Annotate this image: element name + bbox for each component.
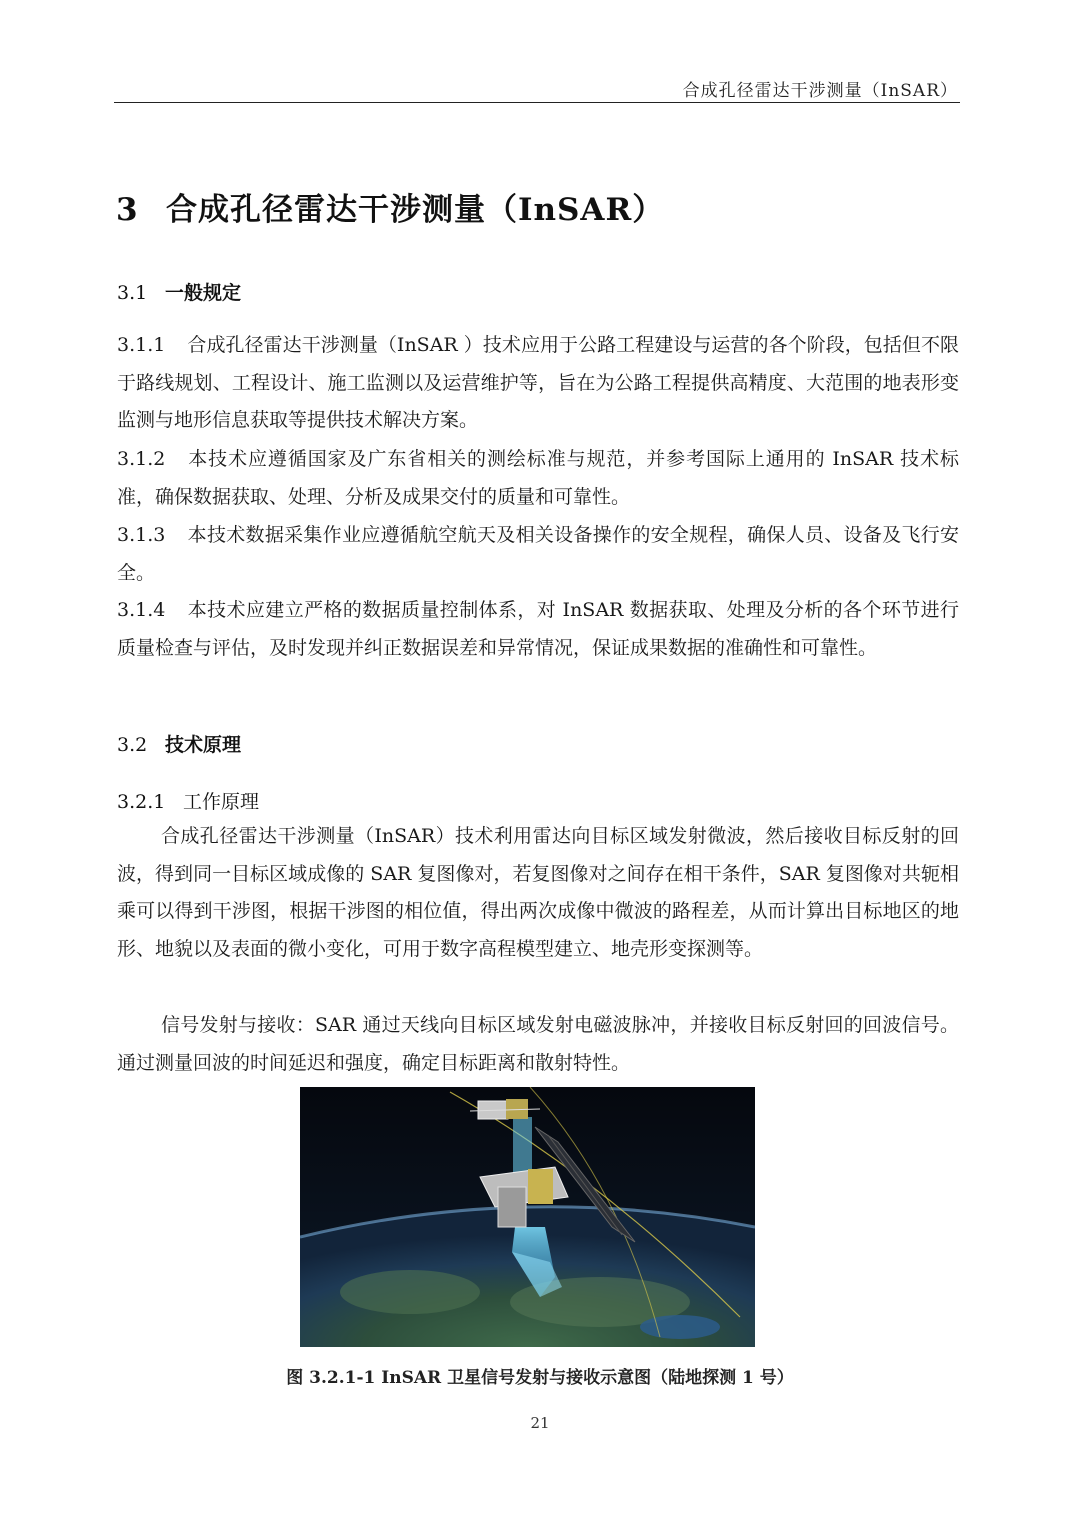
clause-text: 合成孔径雷达干涉测量（InSAR ）技术应用于公路工程建设与运营的各个阶段，包括但不限于路线规划、工程设计、施工监测以及运营维护等，旨在为公路工程提供高精度、大范围的地表形变监测与地形信息获取等提供技术解决方案。 (117, 334, 959, 431)
section-heading-3-2 (117, 730, 241, 757)
body-paragraph-2: 信号发射与接收：SAR 通过天线向目标区域发射电磁波脉冲，并接收目标反射回的回波信号。通过测量回波的时间延迟和强度，确定目标距离和散射特性。 (117, 1014, 959, 1074)
clause-number: 3.1.4 (117, 599, 166, 621)
clause-3-1-3 (117, 517, 959, 592)
figure-insar-satellite (300, 1087, 755, 1347)
running-header: 合成孔径雷达干涉测量（InSAR） (682, 81, 958, 101)
figure-caption: 图 3.2.1-1 InSAR 卫星信号发射与接收示意图（陆地探测 1 号） (286, 1368, 794, 1388)
subsection-title: 工作原理 (183, 791, 260, 813)
section-title: 一般规定 (165, 282, 242, 304)
clause-number: 3.1.2 (117, 448, 166, 470)
section-number: 3.1 (117, 282, 148, 304)
clause-text: 本技术应建立严格的数据质量控制体系，对 InSAR 数据获取、处理及分析的各个环节进行质量检查与评估，及时发现并纠正数据误差和异常情况，保证成果数据的准确性和可靠性。 (117, 599, 959, 659)
section-number: 3.2 (117, 734, 148, 756)
chapter-number: 3 (116, 192, 139, 228)
header-rule (114, 102, 960, 103)
subsection-heading-3-2-1 (117, 787, 259, 814)
body-paragraph-1: 合成孔径雷达干涉测量（InSAR）技术利用雷达向目标区域发射微波，然后接收目标反射的回波，得到同一目标区域成像的 SAR 复图像对，若复图像对之间存在相干条件，SAR 复图像对共轭相乘可以得到干涉图，根据干涉图的相位值，得出两次成像中微波的路程差，从而计算出目标地区的地形、地貌以及表面的微小变化，可用于数字高程模型建立、地壳形变探测等。 (117, 825, 959, 960)
clause-text: 本技术数据采集作业应遵循航空航天及相关设备操作的安全规程，确保人员、设备及飞行安全。 (117, 524, 959, 584)
clause-3-1-1 (117, 327, 959, 440)
page-number: 21 (530, 1414, 550, 1432)
section-heading-3-1 (117, 278, 241, 305)
satellite-illustration (300, 1087, 755, 1347)
section-title: 技术原理 (165, 734, 242, 756)
chapter-title (116, 184, 664, 229)
clause-text: 本技术应遵循国家及广东省相关的测绘标准与规范，并参考国际上通用的 InSAR 技术标准，确保数据获取、处理、分析及成果交付的质量和可靠性。 (117, 448, 959, 508)
clause-number: 3.1.1 (117, 334, 166, 356)
clause-3-1-2 (117, 441, 959, 516)
clause-number: 3.1.3 (117, 524, 166, 546)
chapter-title-text: 合成孔径雷达干涉测量（InSAR） (166, 192, 665, 228)
subsection-number: 3.2.1 (117, 791, 166, 813)
clause-3-1-4 (117, 592, 959, 667)
